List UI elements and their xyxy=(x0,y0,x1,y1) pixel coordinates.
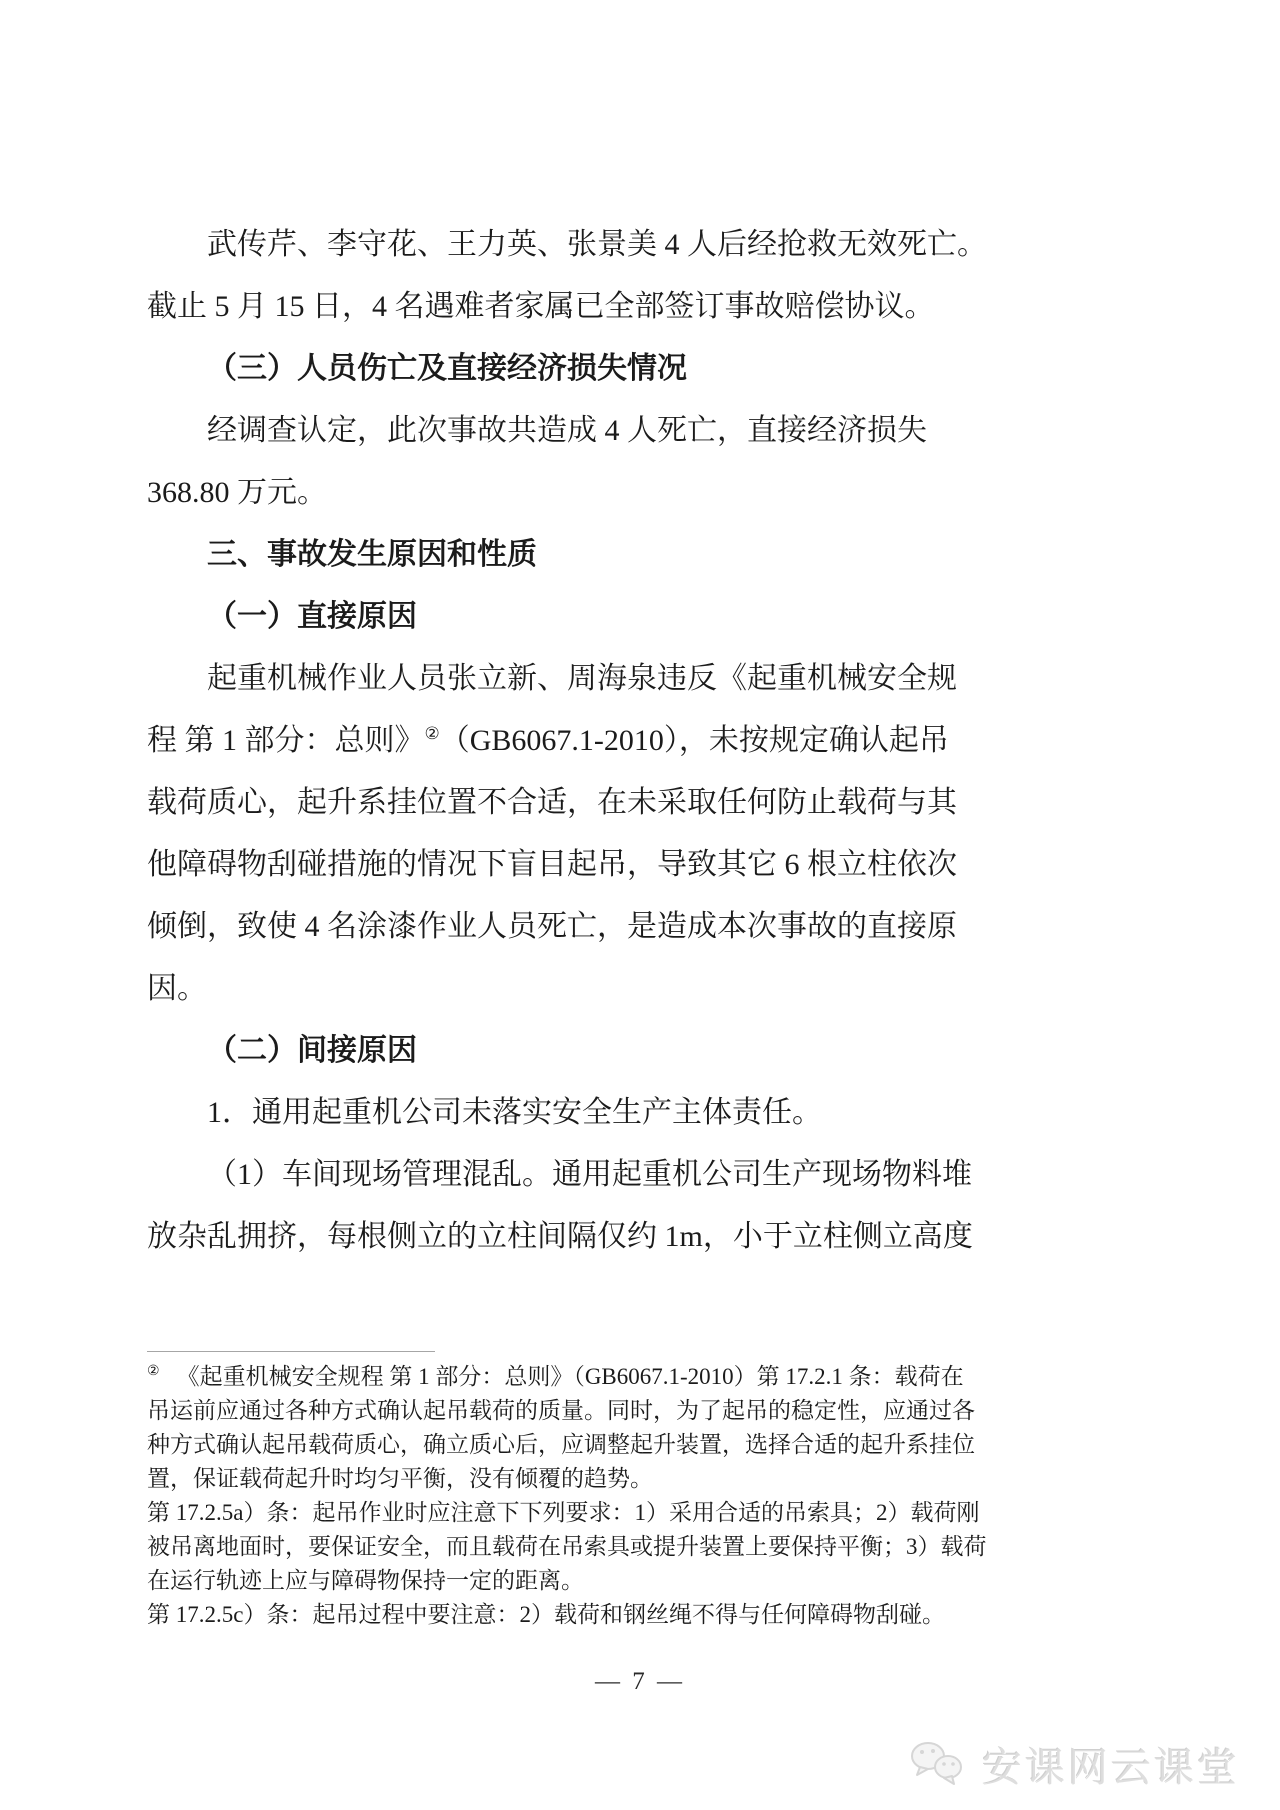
footnote-line: 种方式确认起吊载荷质心，确立质心后，应调整起升装置，选择合适的起升系挂位 xyxy=(147,1432,975,1457)
body-line: 1．通用起重机公司未落实安全生产主体责任。 xyxy=(207,1096,822,1129)
section-heading-causes: 三、事故发生原因和性质 xyxy=(207,538,537,571)
body-line-text: 程 第 1 部分：总则》 xyxy=(147,724,425,757)
section-heading-casualties: （三）人员伤亡及直接经济损失情况 xyxy=(207,352,687,385)
document-body xyxy=(147,214,987,1268)
body-line: 因。 xyxy=(147,972,207,1005)
watermark-label: 安课网云课堂 xyxy=(982,1745,1240,1790)
footnotes xyxy=(147,1360,1017,1632)
chat-bubbles-icon xyxy=(906,1739,970,1791)
body-line: 放杂乱拥挤，每根侧立的立柱间隔仅约 1m，小于立柱侧立高度 xyxy=(147,1220,973,1253)
section-heading-indirect-cause: （二）间接原因 xyxy=(207,1034,417,1067)
footnote-line: 置，保证载荷起升时均匀平衡，没有倾覆的趋势。 xyxy=(147,1466,653,1491)
page-number: — 7 — xyxy=(595,1668,685,1695)
section-heading-direct-cause: （一）直接原因 xyxy=(207,600,417,633)
footnote-ref-marker: ② xyxy=(424,724,440,743)
footnote-line: 在运行轨迹上应与障碍物保持一定的距离。 xyxy=(147,1568,584,1593)
body-line: （1）车间现场管理混乱。通用起重机公司生产现场物料堆 xyxy=(207,1158,972,1191)
footnote-line: 第 17.2.5a）条：起吊作业时应注意下下列要求：1）采用合适的吊索具；2）载荷刚 xyxy=(147,1500,980,1525)
footnote-line: 吊运前应通过各种方式确认起吊载荷的质量。同时，为了起吊的稳定性，应通过各 xyxy=(147,1398,975,1423)
watermark xyxy=(906,1736,1240,1793)
footnote-line: 被吊离地面时，要保证安全，而且载荷在吊索具或提升装置上要保持平衡；3）载荷 xyxy=(147,1534,987,1559)
footnote-line: 第 17.2.5c）条：起吊过程中要注意：2）载荷和钢丝绳不得与任何障碍物刮碰。 xyxy=(147,1602,945,1627)
body-line: 起重机械作业人员张立新、周海泉违反《起重机械安全规 xyxy=(207,662,957,695)
body-line: 368.80 万元。 xyxy=(147,476,327,509)
body-line: 经调查认定，此次事故共造成 4 人死亡，直接经济损失 xyxy=(207,414,927,447)
body-line: 他障碍物刮碰措施的情况下盲目起吊，导致其它 6 根立柱依次 xyxy=(147,848,957,881)
body-line: 截止 5 月 15 日，4 名遇难者家属已全部签订事故赔偿协议。 xyxy=(147,290,935,323)
footnote-text: 《起重机械安全规程 第 1 部分：总则》（GB6067.1-2010）第 17.2.1 条：载荷在 xyxy=(176,1364,964,1389)
footnote-line xyxy=(147,1360,1017,1394)
footnote-separator xyxy=(147,1351,435,1352)
footnote-marker: ② xyxy=(147,1364,160,1380)
body-line: 武传芹、李守花、王力英、张景美 4 人后经抢救无效死亡。 xyxy=(207,228,987,261)
body-line xyxy=(147,710,987,772)
body-line: 倾倒，致使 4 名涂漆作业人员死亡，是造成本次事故的直接原 xyxy=(147,910,957,943)
body-line-text: （GB6067.1-2010），未按规定确认起吊 xyxy=(439,724,949,757)
body-line: 载荷质心，起升系挂位置不合适，在未采取任何防止载荷与其 xyxy=(147,786,957,819)
